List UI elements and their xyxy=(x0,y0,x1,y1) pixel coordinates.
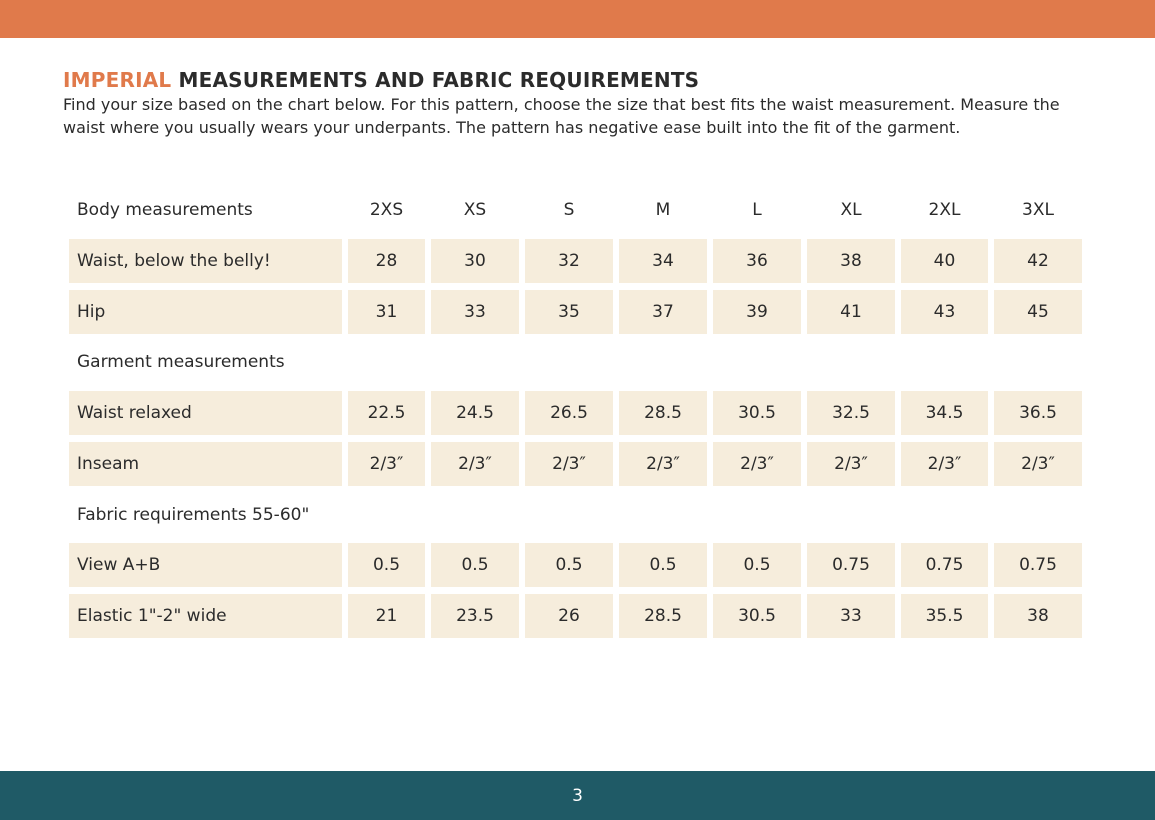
row-label: Hip xyxy=(69,290,342,334)
size-header-cell: M xyxy=(655,200,671,220)
title-accent: IMPERIAL xyxy=(63,68,172,92)
value-cell: 0.5 xyxy=(713,543,801,587)
value-cell: 0.75 xyxy=(901,543,988,587)
value-cell: 0.5 xyxy=(619,543,707,587)
section-row-fabric xyxy=(69,493,1082,537)
row-label: View A+B xyxy=(69,543,342,587)
value-cell: 24.5 xyxy=(431,391,519,435)
title-rest: MEASUREMENTS AND FABRIC REQUIREMENTS xyxy=(171,68,700,92)
table-row xyxy=(69,594,1082,638)
value-cell: 34 xyxy=(619,239,707,283)
value-cell: 2/3″ xyxy=(713,442,801,486)
section-row-garment xyxy=(69,340,1082,384)
value-cell: 36.5 xyxy=(994,391,1082,435)
value-cell: 2/3″ xyxy=(525,442,613,486)
size-header-cell: 3XL xyxy=(1022,200,1054,220)
intro-paragraph: Find your size based on the chart below. For this pattern, choose the size that best fits the waist measurement. Measure the waist where you usually wears your underpants. The pattern has negative ease built into the fit of the garment. xyxy=(63,95,1060,137)
value-cell: 35.5 xyxy=(901,594,988,638)
size-header-cell: S xyxy=(563,200,575,220)
value-cell: 2/3″ xyxy=(348,442,425,486)
value-cell: 2/3″ xyxy=(431,442,519,486)
size-header-cell: 2XL xyxy=(928,200,961,220)
value-cell: 26.5 xyxy=(525,391,613,435)
value-cell: 33 xyxy=(807,594,895,638)
table-row xyxy=(69,290,1082,334)
value-cell: 32 xyxy=(525,239,613,283)
value-cell: 31 xyxy=(348,290,425,334)
row-label: Fabric requirements 55-60" xyxy=(77,505,310,525)
page-number: 3 xyxy=(572,785,583,806)
footer-band xyxy=(0,771,1155,820)
value-cell: 42 xyxy=(994,239,1082,283)
value-cell: 28.5 xyxy=(619,594,707,638)
top-color-band xyxy=(0,0,1155,38)
row-label: Elastic 1"-2" wide xyxy=(69,594,342,638)
value-cell: 22.5 xyxy=(348,391,425,435)
value-cell: 38 xyxy=(807,239,895,283)
value-cell: 38 xyxy=(994,594,1082,638)
value-cell: 0.5 xyxy=(525,543,613,587)
value-cell: 0.5 xyxy=(348,543,425,587)
value-cell: 0.5 xyxy=(431,543,519,587)
table-row xyxy=(69,239,1082,283)
value-cell: 0.75 xyxy=(994,543,1082,587)
value-cell: 36 xyxy=(713,239,801,283)
row-label: Inseam xyxy=(69,442,342,486)
value-cell: 41 xyxy=(807,290,895,334)
value-cell: 33 xyxy=(431,290,519,334)
value-cell: 45 xyxy=(994,290,1082,334)
value-cell: 28.5 xyxy=(619,391,707,435)
value-cell: 2/3″ xyxy=(807,442,895,486)
value-cell: 2/3″ xyxy=(994,442,1082,486)
value-cell: 26 xyxy=(525,594,613,638)
row-label: Garment measurements xyxy=(77,352,285,372)
table-row xyxy=(69,442,1082,486)
value-cell: 23.5 xyxy=(431,594,519,638)
value-cell: 2/3″ xyxy=(901,442,988,486)
value-cell: 30.5 xyxy=(713,391,801,435)
value-cell: 32.5 xyxy=(807,391,895,435)
value-cell: 37 xyxy=(619,290,707,334)
value-cell: 0.75 xyxy=(807,543,895,587)
size-header-cell: L xyxy=(752,200,762,220)
row-label: Waist relaxed xyxy=(69,391,342,435)
value-cell: 39 xyxy=(713,290,801,334)
value-cell: 30 xyxy=(431,239,519,283)
table-row xyxy=(69,391,1082,435)
row-label: Waist, below the belly! xyxy=(69,239,342,283)
value-cell: 43 xyxy=(901,290,988,334)
value-cell: 21 xyxy=(348,594,425,638)
value-cell: 35 xyxy=(525,290,613,334)
header-row xyxy=(69,188,1082,232)
value-cell: 30.5 xyxy=(713,594,801,638)
row-label: Body measurements xyxy=(77,200,253,220)
size-header-cell: XL xyxy=(840,200,862,220)
page-title xyxy=(63,68,699,92)
table-row xyxy=(69,543,1082,587)
value-cell: 40 xyxy=(901,239,988,283)
size-header-cell: XS xyxy=(463,200,487,220)
size-header-cell: 2XS xyxy=(369,200,404,220)
value-cell: 34.5 xyxy=(901,391,988,435)
value-cell: 28 xyxy=(348,239,425,283)
value-cell: 2/3″ xyxy=(619,442,707,486)
